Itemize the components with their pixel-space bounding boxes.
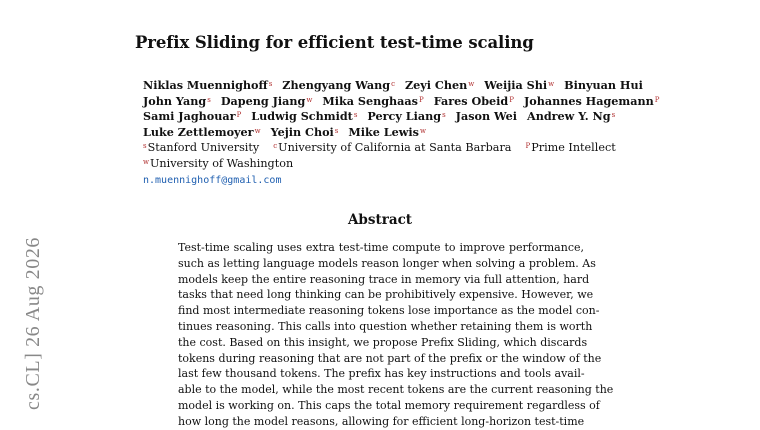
affiliation-mark: P — [654, 95, 660, 104]
author-name-text: Mika Senghaas — [322, 93, 418, 108]
author-name-text: Yejin Choi — [270, 124, 334, 139]
author-name-text: Percy Liang — [367, 109, 442, 124]
abstract-line: last few thousand tokens. The prefix has key instructions and tools avail- — [178, 367, 585, 381]
author-name-text: Johannes Hagemann — [523, 93, 654, 108]
author-name — [251, 109, 357, 123]
affiliation-mark: s — [611, 111, 616, 120]
abstract-line: the cost. Based on this insight, we propose Prefix Sliding, which discards — [178, 335, 588, 349]
affiliation — [525, 141, 615, 154]
author-name-text: Weijia Shi — [484, 78, 548, 92]
author-name — [484, 78, 554, 92]
author-name — [143, 109, 241, 123]
author-name — [322, 94, 423, 108]
author-name — [143, 94, 211, 108]
affiliation-mark: w — [306, 95, 313, 104]
abstract-line: find most intermediate reasoning tokens lose importance as the model con- — [178, 304, 600, 318]
author-name — [221, 94, 313, 108]
author-name-text: Luke Zettlemoyer — [143, 124, 254, 139]
author-name — [143, 125, 261, 139]
author-name-text: Mike Lewis — [348, 124, 419, 139]
affiliation — [143, 157, 293, 170]
author-name — [143, 78, 272, 92]
author-name — [524, 94, 660, 108]
author-name-text: Sami Jaghouar — [143, 109, 236, 124]
affiliation-mark: P — [525, 142, 531, 151]
paper-title: Prefix Sliding for efficient test-time scaling — [135, 33, 534, 52]
affiliation-text: Stanford University — [147, 141, 260, 155]
author-name-text: John Yang — [143, 93, 207, 108]
affiliation-mark: s — [442, 111, 446, 120]
affiliation-mark: s — [268, 80, 273, 88]
author-name-text: Dapeng Jiang — [220, 93, 306, 108]
author-name-text: Zhengyang Wang — [282, 78, 391, 92]
abstract-line: model is working on. This caps the total memory requirement regardless of — [178, 398, 600, 412]
author-block — [143, 78, 743, 187]
affiliation-mark: w — [419, 126, 426, 135]
author-name-text: Niklas Muennighoff — [143, 78, 268, 92]
author-name-text: Zeyi Chen — [404, 78, 468, 92]
author-name — [564, 78, 643, 92]
affiliation-text: University of Washington — [150, 156, 294, 170]
author-line — [143, 109, 743, 125]
affiliation-mark: P — [236, 111, 242, 120]
author-name — [456, 109, 517, 123]
affiliation-text: Prime Intellect — [531, 141, 616, 155]
affiliation-lines — [143, 140, 743, 171]
affiliation-mark: w — [548, 80, 555, 88]
affiliation-mark: s — [143, 142, 147, 151]
author-name — [527, 109, 615, 123]
abstract-body — [178, 240, 614, 430]
affiliation-mark: c — [273, 142, 278, 151]
affiliation-mark: P — [509, 95, 514, 104]
author-name — [282, 78, 395, 92]
affiliation-line — [143, 140, 743, 156]
affiliation-mark: s — [353, 111, 358, 120]
author-name — [405, 78, 474, 92]
abstract-heading: Abstract — [347, 212, 413, 228]
affiliation — [143, 141, 259, 154]
author-lines — [143, 78, 743, 140]
affiliation-mark: P — [418, 95, 424, 104]
affiliation-mark: w — [468, 80, 475, 88]
abstract-line: how long the model reasons, allowing for efficient long-horizon test-time — [178, 414, 585, 428]
author-name-text: Binyuan Hui — [564, 78, 643, 92]
abstract-line: such as letting language models reason longer when solving a problem. As — [178, 256, 596, 270]
abstract-line: able to the model, while the most recent tokens are the current reasoning the — [178, 383, 614, 397]
affiliation-mark: w — [143, 157, 149, 166]
contact-email[interactable]: n.muennighoff@gmail.com — [143, 174, 282, 186]
abstract-line: tokens during reasoning that are not part of the prefix or the window of the — [178, 351, 602, 365]
affiliation — [273, 141, 511, 154]
affiliation-mark: w — [254, 126, 261, 135]
author-name — [348, 125, 426, 139]
affiliation-mark: c — [391, 80, 395, 88]
affiliation-mark: s — [207, 95, 211, 104]
abstract-line: tasks that need long thinking can be prohibitively expensive. However, we — [178, 288, 594, 302]
author-line — [143, 78, 743, 94]
author-name-text: Fares Obeid — [433, 93, 509, 108]
author-name — [367, 109, 445, 123]
author-line — [143, 125, 743, 141]
author-name-text: Andrew Y. Ng — [527, 109, 611, 124]
author-line — [143, 94, 743, 110]
abstract-line: models keep the entire reasoning trace in memory via full attention, hard — [178, 272, 590, 286]
arxiv-stamp: cs.CL] 26 Aug 2026 — [22, 236, 44, 410]
affiliation-line — [143, 156, 743, 172]
abstract-line: tinues reasoning. This calls into question whether retaining them is worth — [178, 319, 593, 333]
affiliation-text: University of California at Santa Barbara — [278, 141, 512, 155]
author-name — [271, 125, 339, 139]
abstract-line: Test-time scaling uses extra test-time compute to improve performance, — [178, 241, 584, 254]
author-name-text: Ludwig Schmidt — [251, 109, 353, 124]
author-name-text: Jason Wei — [455, 109, 518, 124]
affiliation-mark: s — [334, 126, 339, 135]
author-name — [434, 94, 514, 108]
